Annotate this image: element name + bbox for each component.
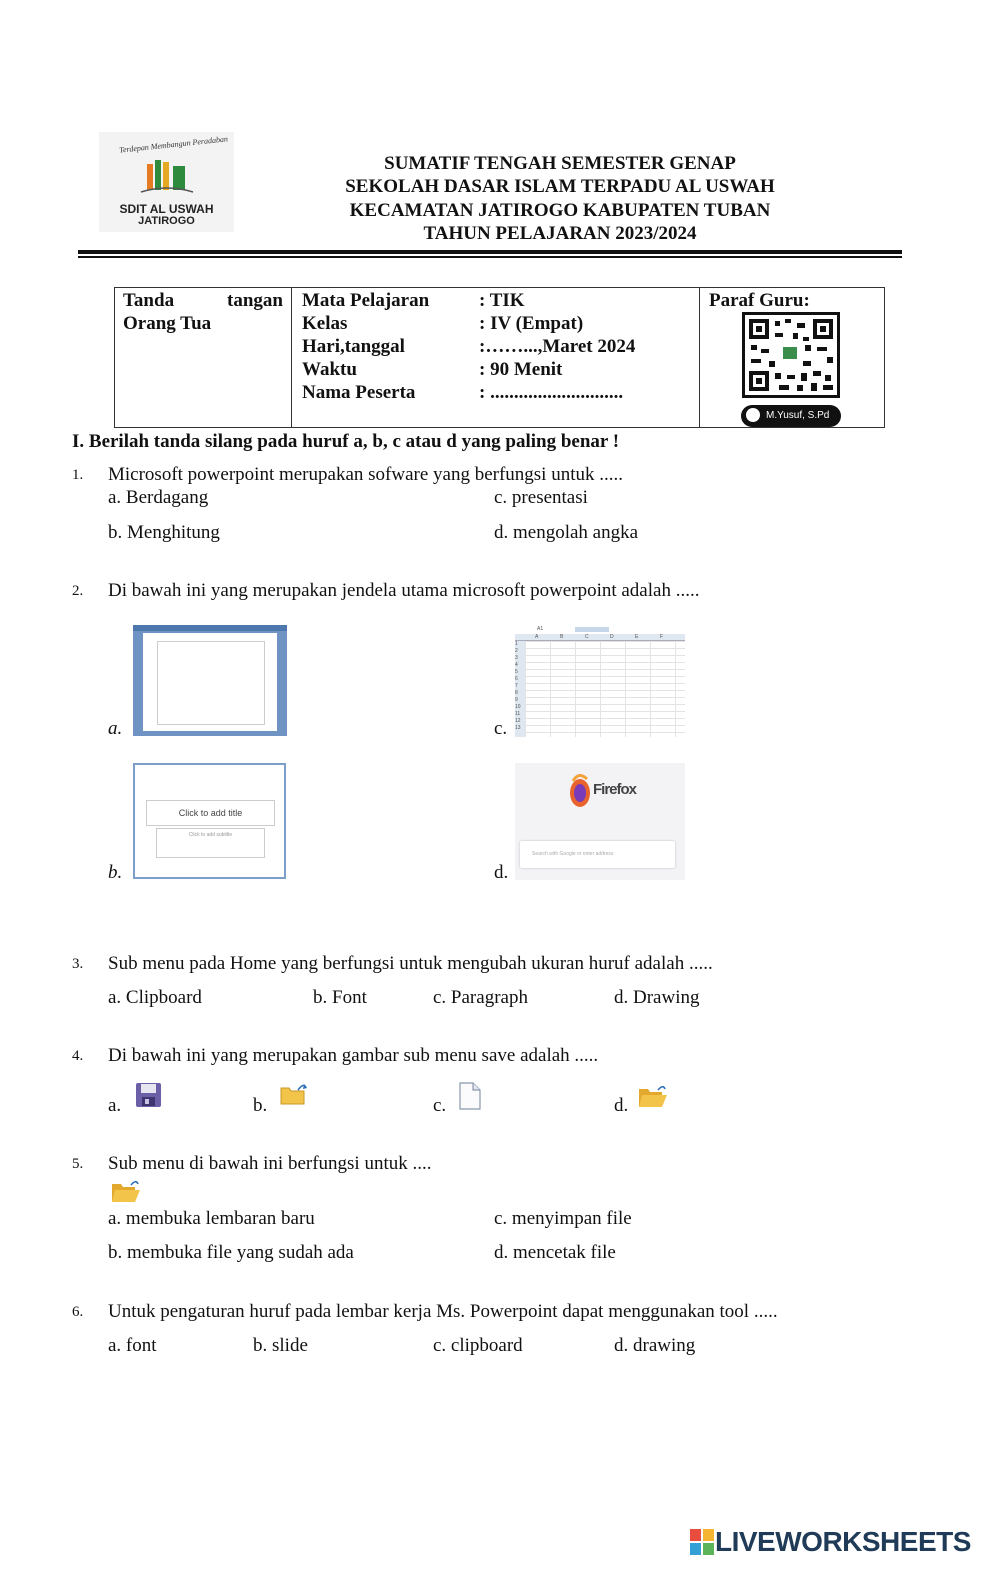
- firefox-search-bar: Search with Google or enter address: [520, 841, 675, 868]
- column-header-row: [515, 634, 685, 641]
- info-values: [479, 289, 635, 404]
- q2-image-d-firefox-window[interactable]: [515, 763, 685, 880]
- q6-option-d[interactable]: d. drawing: [614, 1335, 696, 1356]
- row-header: 8: [515, 690, 518, 696]
- field-label: Nama Peserta: [302, 382, 416, 403]
- field-value-subject: : TIK: [479, 290, 525, 311]
- open-folder-arrow-icon[interactable]: [280, 1082, 308, 1106]
- question-number: 4.: [72, 1048, 84, 1064]
- row-header: 11: [515, 711, 521, 717]
- teacher-initial-label: Paraf Guru:: [709, 290, 810, 311]
- brand-text: LIVEWORKSHEETS: [715, 1526, 971, 1557]
- q6-option-c[interactable]: c. clipboard: [433, 1335, 523, 1356]
- header-line-4: TAHUN PELAJARAN 2023/2024: [423, 222, 697, 244]
- field-value-date[interactable]: :……...,Maret 2024: [479, 336, 636, 357]
- q3-option-b[interactable]: b. Font: [313, 987, 367, 1008]
- field-label: Waktu: [302, 359, 357, 380]
- header-line-1: SUMATIF TENGAH SEMESTER GENAP: [384, 153, 736, 174]
- open-folder-icon[interactable]: [638, 1084, 668, 1110]
- q1-option-c[interactable]: c. presentasi: [494, 487, 588, 508]
- slide-subtitle-placeholder: Click to add subtitle: [156, 828, 265, 858]
- qr-code: [742, 312, 840, 398]
- row-header-column: [515, 641, 525, 737]
- field-label: Kelas: [302, 313, 348, 334]
- question-number: 5.: [72, 1156, 84, 1172]
- new-document-icon[interactable]: [458, 1082, 482, 1110]
- q5-option-c[interactable]: c. menyimpan file: [494, 1208, 632, 1229]
- row-header: 9: [515, 697, 518, 703]
- logo-script: Terdepan Membangun Peradaban: [118, 134, 229, 155]
- section-title: I. Berilah tanda silang pada huruf a, b, c atau d yang paling benar !: [72, 431, 620, 452]
- spreadsheet-grid: [525, 641, 685, 737]
- q5-option-d[interactable]: d. mencetak file: [494, 1242, 616, 1263]
- row-header: 1: [515, 641, 518, 647]
- row-header: 7: [515, 683, 518, 689]
- q4-option-c[interactable]: c.: [433, 1095, 447, 1116]
- row-header: 2: [515, 648, 518, 654]
- qr-code-icon: [745, 315, 837, 395]
- parent-signature-label: [123, 289, 283, 335]
- row-header: 12: [515, 718, 521, 724]
- header-divider-thick: [78, 250, 902, 254]
- q2-option-a[interactable]: a.: [108, 718, 123, 739]
- header-line-2: SEKOLAH DASAR ISLAM TERPADU AL USWAH: [345, 176, 775, 198]
- parent-sig-word-2: tangan: [227, 290, 283, 311]
- page-margin: [157, 641, 265, 725]
- row-header: 10: [515, 704, 521, 710]
- question-6-text: Untuk pengaturan huruf pada lembar kerja Ms. Powerpoint dapat menggunakan tool .....: [108, 1301, 778, 1322]
- row-header: 5: [515, 669, 518, 675]
- col-header: A: [535, 634, 539, 640]
- col-header: C: [585, 634, 589, 640]
- table-divider: [291, 287, 292, 428]
- logo-school-name: SDIT AL USWAH: [119, 202, 214, 216]
- open-folder-icon: [111, 1180, 141, 1204]
- image-icon: [746, 408, 760, 422]
- field-value-name[interactable]: : ............................: [479, 382, 624, 403]
- parent-sig-line-2: Orang Tua: [123, 313, 212, 334]
- qr-caption: M.Yusuf, S.Pd: [766, 410, 830, 421]
- q2-option-b[interactable]: b.: [108, 862, 123, 883]
- save-floppy-icon[interactable]: [135, 1082, 162, 1108]
- header-divider-thin: [78, 256, 902, 258]
- field-value-class: : IV (Empat): [479, 313, 584, 334]
- header-line-3: KECAMATAN JATIROGO KABUPATEN TUBAN: [349, 199, 771, 221]
- parent-sig-word-1: Tanda: [123, 290, 175, 311]
- question-4-text: Di bawah ini yang merupakan gambar sub menu save adalah .....: [108, 1045, 599, 1066]
- row-header: 13: [515, 725, 521, 731]
- row-header: 6: [515, 676, 518, 682]
- q4-option-a[interactable]: a.: [108, 1095, 122, 1116]
- q6-option-a[interactable]: a. font: [108, 1335, 157, 1356]
- q2-option-c[interactable]: c.: [494, 718, 508, 739]
- field-label: Mata Pelajaran: [302, 290, 430, 311]
- q3-option-c[interactable]: c. Paragraph: [433, 987, 528, 1008]
- question-number: 2.: [72, 583, 84, 599]
- question-number: 1.: [72, 467, 84, 483]
- formula-bar: [575, 627, 609, 632]
- col-header: E: [635, 634, 639, 640]
- field-label: Hari,tanggal: [302, 336, 405, 357]
- question-1-text: Microsoft powerpoint merupakan sofware yang berfungsi untuk .....: [108, 464, 623, 485]
- qr-caption-pill: [741, 405, 841, 427]
- col-header: B: [560, 634, 564, 640]
- q2-image-b-powerpoint-slide[interactable]: [133, 763, 286, 879]
- q2-option-d[interactable]: d.: [494, 862, 509, 883]
- q4-option-d[interactable]: d.: [614, 1095, 629, 1116]
- row-header: 4: [515, 662, 518, 668]
- document-page: [143, 633, 277, 731]
- q3-option-d[interactable]: d. Drawing: [614, 987, 700, 1008]
- logo-location: JATIROGO: [138, 215, 195, 227]
- liveworksheets-logo-icon: [690, 1529, 714, 1555]
- firefox-logo-icon: [569, 769, 591, 809]
- q5-option-b[interactable]: b. membuka file yang sudah ada: [108, 1242, 354, 1263]
- row-header: 3: [515, 655, 518, 661]
- book-logo-icon: [139, 156, 195, 196]
- question-2-text: Di bawah ini yang merupakan jendela utama microsoft powerpoint adalah .....: [108, 580, 700, 601]
- ribbon-bar: [133, 625, 287, 631]
- field-value-time: : 90 Menit: [479, 359, 563, 380]
- slide-title-placeholder: Click to add title: [146, 800, 275, 826]
- q3-option-a[interactable]: a. Clipboard: [108, 987, 202, 1008]
- q1-option-a[interactable]: a. Berdagang: [108, 487, 209, 508]
- table-divider: [699, 287, 700, 428]
- q1-option-d[interactable]: d. mengolah angka: [494, 522, 639, 543]
- question-5-text: Sub menu di bawah ini berfungsi untuk ....: [108, 1153, 432, 1174]
- question-3-text: Sub menu pada Home yang berfungsi untuk mengubah ukuran huruf adalah .....: [108, 953, 713, 974]
- q2-image-a-word-window[interactable]: [133, 625, 287, 736]
- q5-option-a[interactable]: a. membuka lembaran baru: [108, 1208, 315, 1229]
- liveworksheets-brand[interactable]: [690, 1526, 971, 1558]
- question-number: 6.: [72, 1304, 84, 1320]
- q2-image-c-excel-window[interactable]: [515, 625, 685, 737]
- cell-name-box: A1: [537, 626, 544, 632]
- school-logo: [99, 132, 234, 232]
- col-header: D: [610, 634, 614, 640]
- document-header: [330, 152, 790, 245]
- q1-option-b[interactable]: b. Menghitung: [108, 522, 220, 543]
- q6-option-b[interactable]: b. slide: [253, 1335, 308, 1356]
- col-header: F: [660, 634, 664, 640]
- question-number: 3.: [72, 956, 84, 972]
- info-labels: [302, 289, 429, 404]
- firefox-wordmark: Firefox: [593, 781, 637, 798]
- q4-option-b[interactable]: b.: [253, 1095, 268, 1116]
